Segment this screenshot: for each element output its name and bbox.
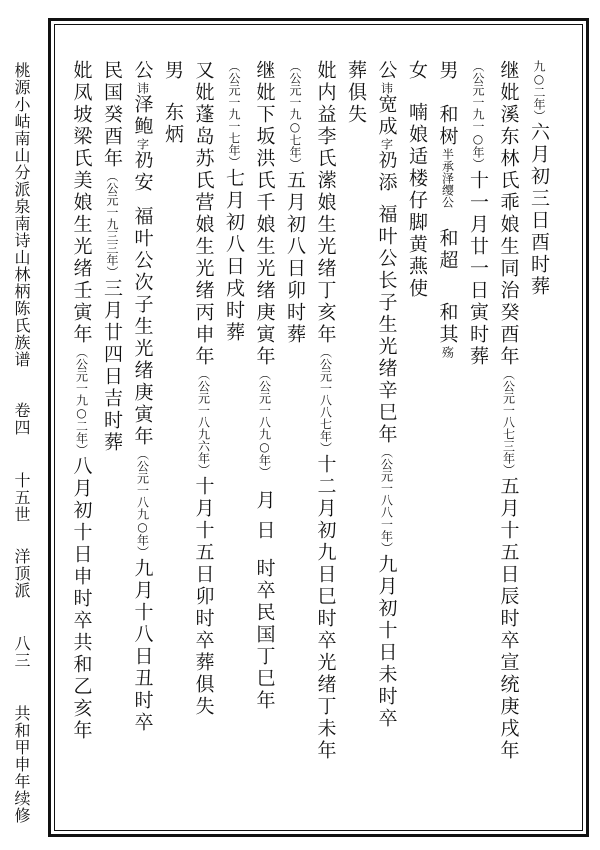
text-column: [343, 60, 369, 126]
page-number: 八三: [12, 634, 31, 669]
text-segment: 十二月初九日巳时卒光绪丁未年: [314, 454, 337, 762]
margin-header: [8, 62, 34, 824]
inline-note: 半承泽缨公: [440, 148, 455, 208]
text-segment: 继妣溪东林氏乖娘生同治癸酉年: [497, 60, 520, 368]
text-segment: 十一月廿一日寅时葬: [467, 170, 489, 368]
inline-note: （公元一九三三年）: [105, 170, 119, 278]
text-segment: 妣凤坡梁氏美娘生光绪壬寅年: [70, 60, 93, 346]
text-column: [313, 60, 339, 762]
text-segment: 男: [162, 60, 184, 82]
inline-note: （公元一九一七年）: [227, 60, 241, 168]
inline-note: （公元一八九○年）: [257, 368, 272, 478]
inline-note: （公元一九○七年）: [288, 60, 302, 170]
inline-note: 殇: [440, 346, 455, 358]
text-segment: 时卒民国丁巳年: [253, 558, 276, 712]
text-segment: 又妣蓬岛苏氏营娘生光绪丙申年: [192, 60, 215, 368]
generation-label: 十五世: [12, 472, 31, 524]
text-column: [404, 60, 430, 300]
text-column: [160, 60, 186, 146]
text-column: [374, 60, 400, 730]
text-segment: 女: [406, 60, 428, 82]
text-column: [99, 60, 125, 454]
text-column: [435, 60, 461, 358]
inline-note: （公元一九一○年）: [471, 60, 485, 170]
text-segment: 东炳: [162, 102, 184, 146]
text-segment: 妣内益李氏: [314, 60, 337, 170]
text-segment: 七月初八日戌时葬: [223, 168, 245, 344]
text-column: [282, 60, 308, 346]
text-segment: 继妣下坂洪氏千娘生光绪庚寅年: [253, 60, 276, 368]
text-segment: 六月初三日酉时葬: [528, 122, 550, 298]
inline-note: （公元一八八七年）: [318, 346, 333, 454]
edition-label: 共和甲申年续修: [12, 704, 31, 824]
text-column: [191, 60, 217, 718]
text-column: [526, 60, 552, 298]
text-column: [69, 60, 95, 742]
text-segment: 福叶公长子生光绪辛巳年: [375, 204, 398, 446]
text-segment: 和超: [436, 228, 459, 272]
inline-note: 九○二年）: [532, 60, 546, 122]
inline-note: 讳: [379, 82, 394, 94]
text-segment: 十月十五日卯时卒葬俱失: [192, 476, 215, 718]
text-column: [496, 60, 522, 762]
text-segment: 泽鲍: [131, 94, 154, 138]
text-segment: 潆娘生光绪丁亥年: [314, 170, 337, 346]
text-column: [252, 60, 278, 712]
text-segment: 日: [253, 520, 276, 542]
text-segment: 公: [375, 60, 398, 82]
text-column: [130, 60, 156, 734]
inline-note: （公元一八九○年）: [135, 448, 150, 558]
text-segment: 福叶公次子生光绪庚寅年: [131, 206, 154, 448]
text-segment: 宽成: [375, 94, 398, 138]
inline-note: （公元一八七三年）: [501, 368, 516, 476]
inline-note: 讳: [135, 82, 150, 94]
branch-label: 洋顶派: [12, 547, 31, 599]
inline-note: （公元一八八一年）: [379, 446, 394, 554]
text-segment: 和其: [436, 302, 459, 346]
text-segment: 五月十五日辰时卒宣统庚戌年: [497, 476, 520, 762]
text-segment: 公: [131, 60, 154, 82]
text-column: [221, 60, 247, 344]
text-segment: 民国癸酉年: [101, 60, 123, 170]
text-segment: 月: [253, 490, 276, 512]
text-column: [465, 60, 491, 368]
text-segment: 礽添: [375, 150, 398, 194]
inline-note: 字: [379, 138, 394, 150]
text-segment: 三月廿四日吉时葬: [101, 278, 123, 454]
text-segment: 八月初十日申时卒共和乙亥年: [70, 456, 93, 742]
text-segment: 男: [436, 60, 459, 82]
text-segment: 九月十八日丑时卒: [131, 558, 154, 734]
inline-note: 字: [135, 138, 150, 150]
inline-note: （公元一九○二年）: [74, 346, 89, 456]
text-segment: 五月初八日卯时葬: [284, 170, 306, 346]
genealogy-title: 桃源小岵南山分派泉南诗山林柄陈氏族谱: [12, 62, 31, 368]
text-segment: 喃娘适楼仔脚黄燕使: [406, 102, 428, 300]
text-segment: 礽安: [131, 150, 154, 194]
inline-note: （公元一八九六年）: [196, 368, 211, 476]
text-segment: 葬俱失: [345, 60, 367, 126]
volume-label: 卷四: [12, 402, 31, 437]
text-segment: 九月初十日未时卒: [375, 554, 398, 730]
text-segment: 和树: [436, 104, 459, 148]
